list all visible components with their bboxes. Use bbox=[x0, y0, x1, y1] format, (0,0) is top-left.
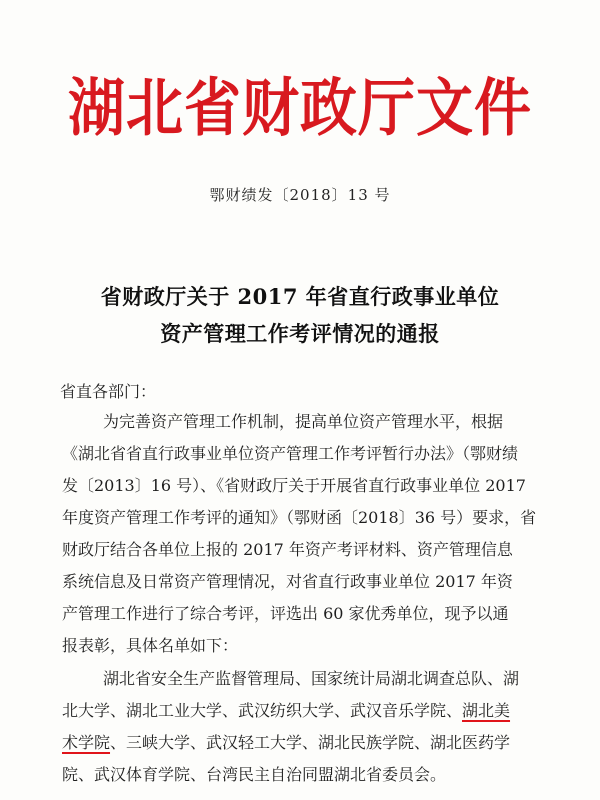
paragraph2-text: 北大学、湖北工业大学、武汉纺织大学、武汉音乐学院、 bbox=[62, 701, 463, 720]
paragraph1-line: 年度资产管理工作考评的通知》（鄂财函〔2018〕36 号）要求，省 bbox=[62, 508, 537, 527]
paragraph1-line: 报表彰，具体名单如下： bbox=[62, 636, 239, 655]
paragraph1-line: 发〔2013〕16 号）、《省财政厅关于开展省直行政事业单位 2017 bbox=[62, 476, 526, 495]
document-number: 鄂财绩发〔2018〕13 号 bbox=[209, 186, 391, 204]
paragraph1-line: 产管理工作进行了综合考评，评选出 60 家优秀单位，现予以通 bbox=[62, 604, 509, 623]
paragraph1-line: 财政厅结合各单位上报的 2017 年资产考评材料、资产管理信息 bbox=[62, 540, 513, 559]
masthead-title: 湖北省财政厅文件 bbox=[68, 71, 532, 145]
paragraph2-line bbox=[62, 700, 510, 722]
highlighted-unit-name: 术学院 bbox=[62, 733, 111, 752]
paragraph2-line: 湖北省安全生产监督管理局、国家统计局湖北调查总队、湖 bbox=[103, 669, 520, 688]
document-title-line-1: 省财政厅关于 2017 年省直行政事业单位 bbox=[100, 284, 500, 309]
paragraph2-text: 、三峡大学、武汉轻工大学、湖北民族学院、湖北医药学 bbox=[110, 733, 511, 752]
salutation: 省直各部门： bbox=[60, 382, 157, 401]
document-title-line-2: 资产管理工作考评情况的通报 bbox=[160, 321, 440, 346]
paragraph1-line: 系统信息及日常资产管理情况，对省直行政事业单位 2017 年资 bbox=[62, 572, 513, 591]
highlighted-unit-name: 湖北美 bbox=[462, 701, 511, 720]
paragraph1-line: 《湖北省省直行政事业单位资产管理工作考评暂行办法》（鄂财绩 bbox=[62, 444, 519, 463]
paragraph2-line: 院、武汉体育学院、台湾民主自治同盟湖北省委员会。 bbox=[62, 765, 447, 784]
paragraph1-line: 为完善资产管理工作机制，提高单位资产管理水平，根据 bbox=[103, 412, 504, 431]
paragraph2-line bbox=[62, 732, 510, 754]
